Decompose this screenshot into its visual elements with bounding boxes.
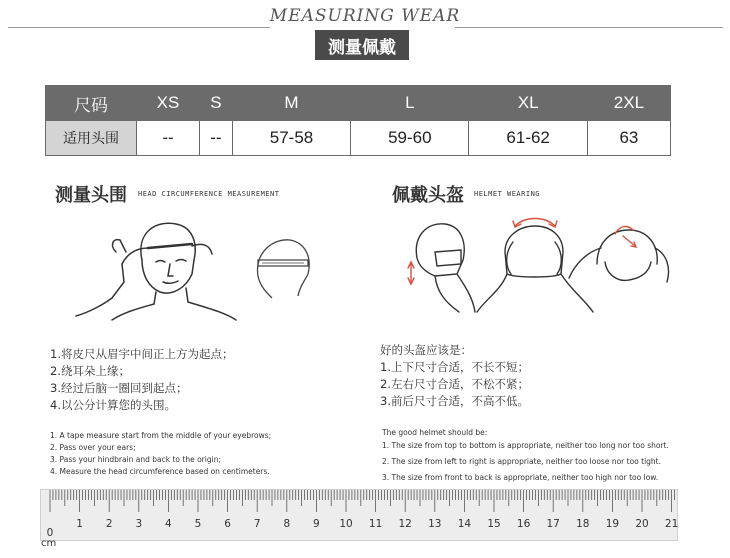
head-circumference-label: 适用头围 <box>46 121 137 156</box>
size-cell: XS <box>137 86 200 121</box>
header-badge: 测量佩戴 <box>315 30 409 60</box>
circumference-cell: 61-62 <box>469 121 587 156</box>
ruler-number: 14 <box>457 518 472 530</box>
ruler-number: 10 <box>339 518 353 530</box>
measure-step-cn: 3.经过后脑一圈回到起点； <box>50 381 188 395</box>
ruler-number: 11 <box>368 518 383 530</box>
ruler-ticks <box>41 490 677 520</box>
measuring-man-illustration <box>64 212 254 324</box>
measure-step-en: 4. Measure the head circumference based on centimeters. <box>50 467 270 476</box>
size-cell: M <box>232 86 350 121</box>
measure-step-en: 3. Pass your hindbrain and back to the origin; <box>50 455 221 464</box>
ruler-number: 8 <box>283 518 291 530</box>
wear-step-cn: 2.左右尺寸合适，不松不紧； <box>380 377 529 391</box>
wear-subtitle: HELMET WEARING <box>474 190 541 198</box>
ruler-number: 3 <box>135 518 143 530</box>
ruler-number: 0 <box>46 527 54 539</box>
size-cell: L <box>351 86 469 121</box>
ruler-number: 5 <box>194 518 202 530</box>
ruler-number: 9 <box>313 518 320 530</box>
helmet-wearing-illustration <box>405 212 675 324</box>
circumference-cell: 63 <box>587 121 670 156</box>
ruler-number: 6 <box>224 518 231 530</box>
size-cell: XL <box>469 86 587 121</box>
size-cell: 2XL <box>587 86 670 121</box>
head-tape-diagram <box>252 234 314 302</box>
size-table <box>45 85 671 156</box>
ruler-number: 17 <box>546 518 560 530</box>
measure-steps-cn <box>50 346 233 414</box>
wear-steps-en <box>382 428 669 486</box>
ruler-number: 4 <box>165 518 172 530</box>
ruler-number: 12 <box>398 518 412 530</box>
ruler <box>40 489 678 541</box>
wear-intro-en: The good helmet should be: <box>382 428 488 437</box>
ruler-number: 19 <box>605 518 620 530</box>
ruler-number: 20 <box>635 518 649 530</box>
wear-step-en: 2. The size from left to right is appropriate, neither too loose nor too tight. <box>382 457 662 466</box>
ruler-number: 18 <box>576 518 590 530</box>
measure-step-cn: 2.绕耳朵上缘； <box>50 364 130 378</box>
measure-subtitle: HEAD CIRCUMFERENCE MEASUREMENT <box>138 190 280 198</box>
ruler-number: 7 <box>253 518 261 530</box>
measure-title: 测量头围 <box>55 185 127 206</box>
wear-intro-cn: 好的头盔应该是： <box>380 343 472 357</box>
wear-step-cn: 1.上下尺寸合适，不长不短； <box>380 360 529 374</box>
ruler-number: 2 <box>105 518 113 530</box>
wear-step-cn: 3.前后尺寸合适，不高不低。 <box>380 394 529 408</box>
measure-step-cn: 1.将皮尺从眉宇中间正上方为起点； <box>50 347 234 361</box>
circumference-cell: -- <box>200 121 233 156</box>
circumference-cell: -- <box>137 121 200 156</box>
ruler-number: 16 <box>516 518 531 530</box>
size-cell: S <box>200 86 233 121</box>
ruler-number: 13 <box>428 518 442 530</box>
measure-steps-en <box>50 430 271 478</box>
ruler-number: 21 <box>664 518 679 530</box>
header-title: MEASURING WEAR <box>269 6 461 26</box>
header-line-left <box>8 27 270 28</box>
size-table-value-row <box>46 121 671 156</box>
ruler-number: 15 <box>487 518 501 530</box>
wear-title: 佩戴头盔 <box>392 185 464 206</box>
size-table-header-row <box>46 86 671 121</box>
measure-step-en: 2. Pass over your ears; <box>50 443 136 452</box>
measure-step-cn: 4.以公分计算您的头围。 <box>50 398 176 412</box>
measure-step-en: 1. A tape measure start from the middle of your eyebrows; <box>50 431 272 440</box>
circumference-cell: 59-60 <box>351 121 469 156</box>
header-line-right <box>455 27 723 28</box>
ruler-number: 1 <box>76 518 83 530</box>
wear-step-en: 1. The size from top to bottom is appropriate, neither too long nor too short. <box>382 441 669 450</box>
circumference-cell: 57-58 <box>232 121 350 156</box>
wear-steps-cn <box>380 342 529 410</box>
size-header-label: 尺码 <box>46 86 137 121</box>
ruler-unit: cm <box>41 538 57 549</box>
wear-step-en: 3. The size from front to back is appropriate, neither too high nor too low. <box>382 473 659 482</box>
